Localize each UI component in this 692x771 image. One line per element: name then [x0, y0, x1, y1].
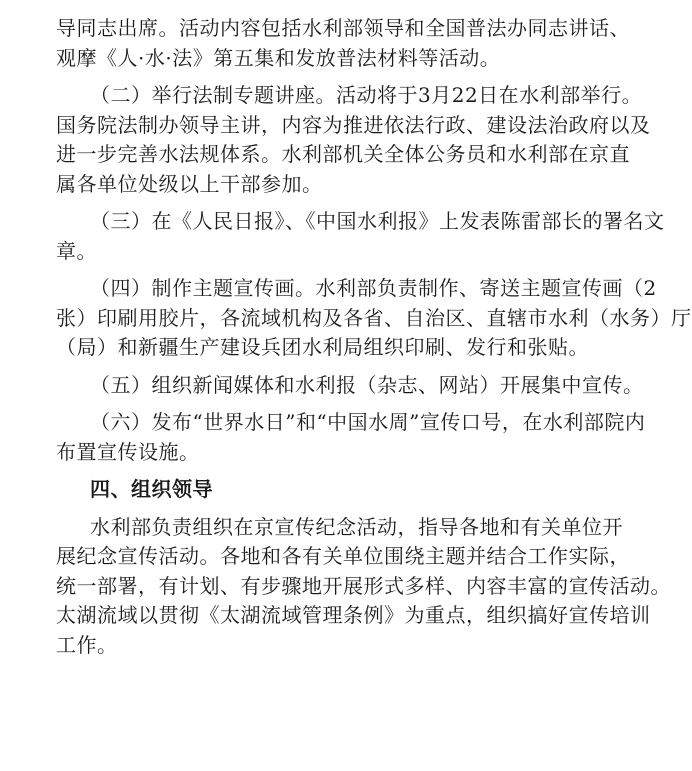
text-line: 太湖流域以贯彻《太湖流域管理条例》为重点，组织搞好宣传培训	[56, 603, 651, 627]
text-line: 工作。	[56, 632, 118, 657]
text-line: （二）举行法制专题讲座。活动将于3月22日在水利部举行。	[90, 83, 643, 107]
text-line: 属各单位处级以上干部参加。	[56, 171, 323, 196]
text-line: （三）在《人民日报》、《中国水利报》上发表陈雷部长的署名文	[90, 209, 665, 233]
text-line: 进一步完善水法规体系。水利部机关全体公务员和水利部在京直	[56, 142, 630, 166]
text-line: 导同志出席。活动内容包括水利部领导和全国普法办同志讲话、	[56, 16, 630, 40]
text-line: 水利部负责组织在京宣传纪念活动，指导各地和有关单位开	[90, 514, 623, 539]
text-line: （五）组织新闻媒体和水利报（杂志、网站）开展集中宣传。	[90, 372, 644, 397]
text-line: 统一部署，有计划、有步骤地开展形式多样、内容丰富的宣传活动。	[56, 573, 671, 598]
text-line: 展纪念宣传活动。各地和各有关单位围绕主题并结合工作实际，	[56, 544, 630, 568]
text-line: 观摩《人·水·法》第五集和发放普法材料等活动。	[56, 45, 501, 70]
text-line: 章。	[56, 238, 97, 263]
section-heading: 四、组织领导	[90, 477, 213, 501]
text-line: 国务院法制办领导主讲，内容为推进依法行政、建设法治政府以及	[56, 112, 651, 137]
text-line: （局）和新疆生产建设兵团水利局组织印刷、发行和张贴。	[56, 335, 589, 359]
text-line: （六）发布“世界水日”和“中国水周”宣传口号，在水利部院内	[90, 410, 646, 434]
text-line: 张）印刷用胶片，各流域机构及各省、自治区、直辖市水利（水务）厅	[56, 305, 692, 330]
text-line: 布置宣传设施。	[56, 439, 200, 464]
text-line: （四）制作主题宣传画。水利部负责制作、寄送主题宣传画（2	[90, 276, 657, 300]
